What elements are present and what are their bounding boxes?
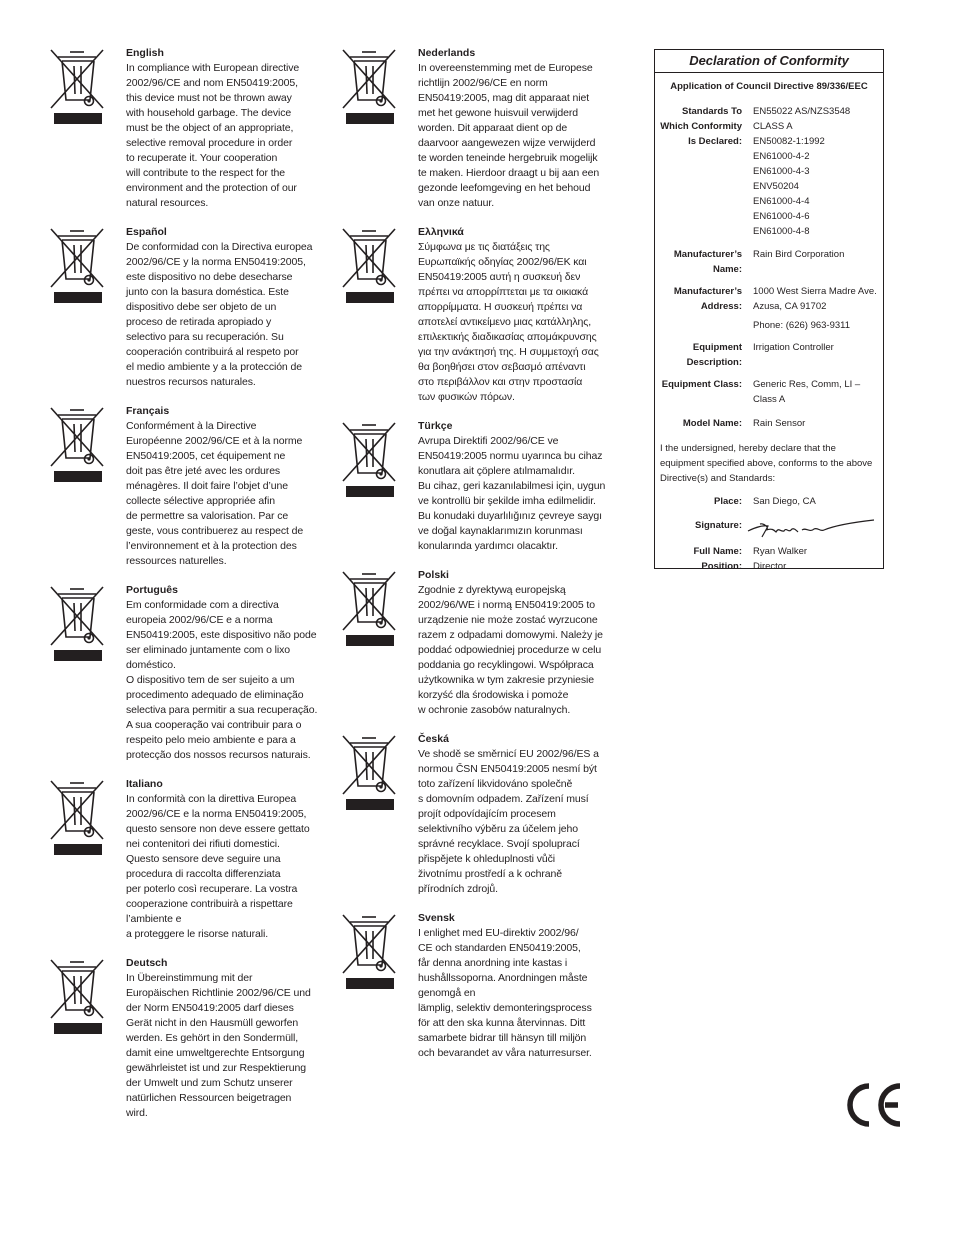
directive-text: Conformément à la Directive Européenne 2002/96/CE et à la norme EN50419:2005, cet équipement ne doit pas être jeté avec les ordures ménagères. Il doit faire l’objet d’une collecte sélective appropriée afin de permettre sa valorisation. Par ce geste, vous contribuerez au respect de l’environnement et à la protection des ressources naturelles.: [126, 420, 304, 567]
weee-column-left: [48, 46, 328, 1135]
directive-text: In Übereinstimmung mit der Europäischen Richtlinie 2002/96/CE und der Norm EN50419:2005 darf dieses Gerät nicht in den Hausmüll geworfen werden. Es gehört in den Sondermüll, damit eine umweltgerechte Entsorgung gewährleistet ist und zur Respektierung der Umwelt und zum Schutz unserer natürlichen Ressourcen beigetragen wird.: [126, 972, 311, 1119]
equipment-class-label: Equipment Class:: [661, 379, 742, 390]
crossed-bin-icon: [48, 956, 106, 1036]
directive-text: Ve shodě se směrnicí EU 2002/96/ES a normou ČSN EN50419:2005 nesmí být toto zařízení likvidováno společně s domovním odpadem. Zařízení musí projít odpovídajícím procesem selektivního výběru za účelem jeho správné recyklace. Svojí spoluprací přispějete k ohleduplnosti vůči životnímu prostředí a k ochraně přírodních zdrojů.: [418, 748, 599, 895]
standards-row: [655, 104, 883, 239]
standard-item: EN61000-4-6: [753, 211, 810, 222]
directive-text: Em conformidade com a directiva europeia 2002/96/CE e a norma EN50419:2005, este dispositivo não pode ser eliminado juntamente com o lixo doméstico. O dispositivo tem de ser sujeito a um procedimento adequado de eliminação selectiva para permitir a sua recuperação. A sua cooperação vai contribuir para o respeito pelo meio ambiente e para a protecção dos nossos recursos naturais.: [126, 599, 318, 761]
full-name-label: Full Name:: [693, 546, 742, 557]
crossed-bin-icon: [340, 46, 398, 126]
position-row: [655, 559, 883, 574]
weee-entry: [48, 583, 328, 763]
directive-text: Σύμφωνα με τις διατάξεις της Ευρωπαϊκής οδηγίας 2002/96/ΕΚ και EN50419:2005 αυτή η συσκευή δεν πρέπει να απορρίπτεται με τα οικιακά απορρίμματα. Η συσκευή πρέπει να αποτελεί αντικείμενο μιας κατάλληλης, επιλεκτικής διαδικασίας απομάκρυνσης για την ανάκτησή της. Η συμμετοχή σας θα βοηθήσει στον σεβασμό απέναντι στο περιβάλλον και στην προστασία των φυσικών πόρων.: [418, 241, 599, 403]
full-name: Ryan Walker: [753, 546, 808, 557]
weee-entry: [340, 46, 620, 211]
directive-text: Zgodnie z dyrektywą europejską 2002/96/WE i normą EN50419:2005 to urządzenie nie może zostać wyrzucone razem z odpadami domowymi. Należy je poddać odpowiedniej procedurze w celu poddania go recyklingowi. Współpraca użytkownika w tym zakresie przyniesie korzyść dla środowiska i pomoże w ochronie zasobów naturalnych.: [418, 584, 603, 716]
language-heading: Português: [126, 584, 178, 596]
standard-item: CLASS A: [753, 121, 793, 132]
weee-entry: [48, 46, 328, 211]
standard-item: EN61000-4-4: [753, 196, 810, 207]
weee-column-right: [340, 46, 620, 1075]
weee-entry: [340, 419, 620, 554]
signature-row: [655, 518, 883, 540]
directive-text: I enlighet med EU-direktiv 2002/96/ CE och standarden EN50419:2005, får denna anordning inte kastas i hushållssoporna. Anordningen måste genomgå en lämplig, selektiv demonteringsprocess för att den ska kunna återvinnas. Ditt samarbete bidrar till hänsyn till miljön och bevarandet av våra naturresurser.: [418, 927, 592, 1059]
directive-text: De conformidad con la Directiva europea 2002/96/CE y la norma EN50419:2005, este dispositivo no debe desecharse junto con la basura doméstica. Este dispositivo debe ser objeto de un proceso de retirada apropiado y selectivo para su recuperación. Su cooperación contribuirá al respeto por el medio ambiente y a la protección de nuestros recursos naturales.: [126, 241, 313, 388]
directive-text: Avrupa Direktifi 2002/96/CE ve EN50419:2005 normu uyarınca bu cihaz konutlara ait çöplere atılmamalıdır. Bu cihaz, geri kazanılabilmesi için, uygun ve kontrollü bir şekilde imha edilmelidir. Bu konudaki duyarlılığınız çevreye saygı ve doğal kaynaklarımızın korunması konularında yardımcı olacaktır.: [418, 435, 606, 552]
declaration-of-conformity-box: [654, 49, 884, 572]
weee-entry: [340, 568, 620, 718]
language-heading: Türkçe: [418, 420, 453, 432]
model-name-row: [655, 416, 883, 431]
manufacturer-address-label: Manufacturer’s Address:: [673, 286, 742, 312]
ce-mark-icon: [844, 1082, 906, 1128]
declaration-title: Declaration of Conformity: [655, 50, 883, 73]
standard-item: EN55022 AS/NZS3548: [753, 106, 851, 117]
manufacturer-name-row: [655, 247, 883, 277]
manufacturer-name: Rain Bird Corporation: [753, 249, 845, 260]
manufacturer-phone: Phone: (626) 963-9311: [753, 320, 851, 331]
position-label: Position:: [701, 561, 742, 572]
standards-list: [742, 104, 850, 239]
language-heading: Español: [126, 226, 167, 238]
declaration-subtitle: Application of Council Directive 89/336/EEC: [670, 81, 868, 92]
manufacturer-name-label: Manufacturer’s Name:: [673, 249, 742, 275]
crossed-bin-icon: [340, 732, 398, 812]
place-row: [655, 494, 883, 509]
full-name-row: [655, 544, 883, 559]
standard-item: EN61000-4-3: [753, 166, 810, 177]
crossed-bin-icon: [48, 583, 106, 663]
place-label: Place:: [714, 496, 742, 507]
language-heading: Français: [126, 405, 170, 417]
standard-item: EN61000-4-2: [753, 151, 810, 162]
manufacturer-address: 1000 West Sierra Madre Ave. Azusa, CA 91702: [753, 286, 877, 312]
weee-entry: [48, 404, 328, 569]
manufacturer-address-row: [655, 284, 883, 333]
equipment-description-row: [655, 340, 883, 370]
language-heading: Nederlands: [418, 47, 476, 59]
declaration-statement: I the undersigned, hereby declare that the equipment specified above, conforms to the above Directive(s) and Standards:: [660, 443, 873, 484]
equipment-class-row: [655, 377, 883, 407]
language-heading: Polski: [418, 569, 449, 581]
language-heading: Italiano: [126, 778, 163, 790]
weee-entry: [48, 777, 328, 942]
standard-item: ENV50204: [753, 181, 799, 192]
standard-item: EN50082-1:1992: [753, 136, 825, 147]
equipment-description-label: Equipment Description:: [686, 342, 742, 368]
weee-entry: [48, 956, 328, 1121]
language-heading: English: [126, 47, 164, 59]
language-heading: Svensk: [418, 912, 455, 924]
weee-entry: [48, 225, 328, 390]
equipment-class: Generic Res, Comm, LI – Class A: [753, 379, 861, 405]
weee-entry: [340, 911, 620, 1061]
crossed-bin-icon: [48, 46, 106, 126]
equipment-description: Irrigation Controller: [753, 342, 834, 353]
weee-entry: [340, 732, 620, 897]
crossed-bin-icon: [48, 777, 106, 857]
standard-item: EN61000-4-8: [753, 226, 810, 237]
crossed-bin-icon: [340, 225, 398, 305]
language-heading: Deutsch: [126, 957, 168, 969]
model-name-label: Model Name:: [682, 418, 742, 429]
language-heading: Ελληνικά: [418, 226, 464, 238]
directive-text: In compliance with European directive 2002/96/CE and nom EN50419:2005, this device must not be thrown away with household garbage. The device must be the object of an appropriate, selective removal procedure in order to recuperate it. Your cooperation will contribute to the respect for the environment and the protection of our natural resources.: [126, 62, 300, 209]
language-heading: Česká: [418, 733, 449, 745]
model-name: Rain Sensor: [753, 418, 806, 429]
position: Director: [753, 561, 787, 572]
directive-text: In overeenstemming met de Europese richtlijn 2002/96/CE en norm EN50419:2005, mag dit apparaat niet met het gewone huisvuil verwijderd worden. Dit apparaat dient op de daarvoor aangewezen wijze verwijderd te worden teneinde hergebruik mogelijk te maken. Hierdoor draagt u bij aan een gezonde leefomgeving en het behoud van onze natuur.: [418, 62, 600, 209]
standards-label: Standards To Which Conformity Is Declared:: [660, 106, 742, 147]
weee-entry: [340, 225, 620, 405]
signature-image: [742, 518, 876, 540]
crossed-bin-icon: [48, 404, 106, 484]
place: San Diego, CA: [753, 496, 816, 507]
crossed-bin-icon: [340, 568, 398, 648]
crossed-bin-icon: [340, 419, 398, 499]
crossed-bin-icon: [48, 225, 106, 305]
directive-text: In conformità con la direttiva Europea 2002/96/CE e la norma EN50419:2005, questo sensore non deve essere gettato nei contenitori dei rifiuti domestici. Questo sensore deve seguire una procedura di raccolta differenziata per poterlo così recuperare. La vostra cooperazione contribuirà a rispettare l’ambiente e a proteggere le risorse naturali.: [126, 793, 310, 940]
crossed-bin-icon: [340, 911, 398, 991]
signature-label: Signature:: [695, 520, 742, 531]
